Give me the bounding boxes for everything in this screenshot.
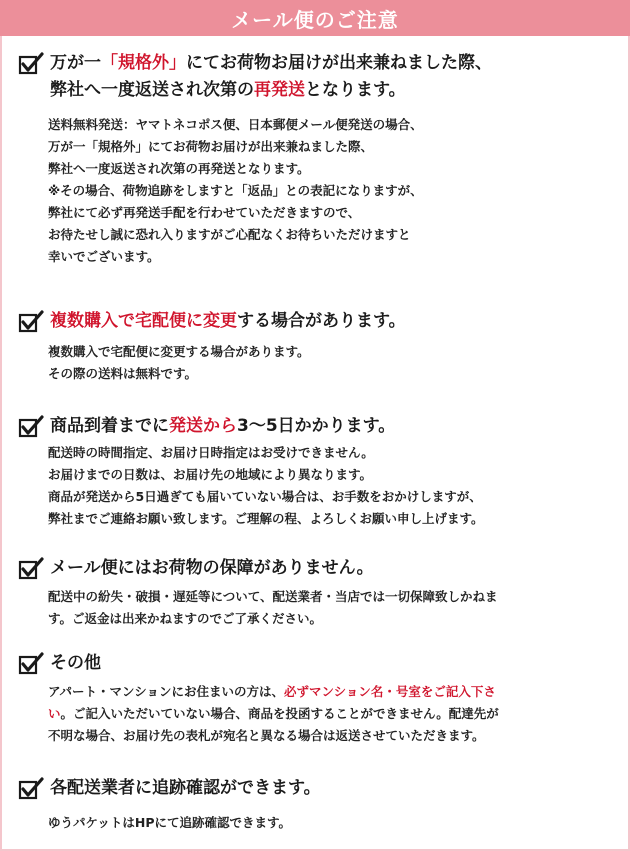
heading-line bbox=[50, 555, 374, 582]
section-other bbox=[18, 650, 612, 747]
highlight-text: 発送から bbox=[169, 416, 237, 436]
section-multiple-purchase bbox=[18, 308, 612, 385]
body-line bbox=[48, 703, 612, 725]
title-banner bbox=[0, 0, 630, 36]
text-run: する場合があります。 bbox=[237, 311, 406, 331]
text-run: 不明な場合、お届け先の表札が宛名と異なる場合は返送させていただきます。 bbox=[48, 728, 485, 743]
highlight-text: 再発送 bbox=[254, 80, 305, 100]
checkbox-checked-icon bbox=[18, 415, 44, 439]
section-delivery-time bbox=[18, 413, 612, 530]
text-run: アパート・マンションにお住まいの方は、 bbox=[48, 684, 284, 699]
section-irregular-size bbox=[18, 50, 612, 268]
section-body bbox=[18, 812, 612, 834]
body-line: 配送時の時間指定、お届け日時指定はお受けできません。 bbox=[48, 445, 374, 460]
heading-line bbox=[50, 308, 406, 335]
text-run: となります。 bbox=[305, 80, 406, 100]
checkbox-checked-icon bbox=[18, 777, 44, 801]
text-run: 。ご記入いただいていない場合、商品を投函することができません。配達先が bbox=[60, 706, 499, 721]
section-heading bbox=[18, 775, 612, 802]
section-heading bbox=[18, 50, 612, 104]
highlight-text: 必ずマンション名・号室をご記入下さ bbox=[283, 684, 496, 699]
body-line bbox=[48, 681, 612, 703]
text-run: メール便にはお荷物の保障がありません。 bbox=[50, 558, 374, 578]
section-body bbox=[18, 681, 612, 747]
body-line bbox=[48, 725, 612, 747]
section-body bbox=[18, 341, 612, 385]
body-line: 商品が発送から5日過ぎても届いていない場合は、お手数をおかけしますが、 bbox=[48, 489, 482, 504]
text-run: 万が一 bbox=[50, 53, 101, 73]
section-body bbox=[18, 442, 612, 530]
body-line: 配送中の紛失・破損・遅延等について、配送業者・当店では一切保障致しかねま bbox=[48, 589, 498, 604]
heading-lines bbox=[50, 650, 101, 677]
text-run: 弊社へ一度返送され次第の bbox=[50, 80, 254, 100]
body-line: その際の送料は無料です。 bbox=[48, 366, 198, 381]
body-line: 複数購入で宅配便に変更する場合があります。 bbox=[48, 344, 310, 359]
heading-line bbox=[50, 650, 101, 677]
heading-lines bbox=[50, 555, 374, 582]
highlight-text: 「規格外」 bbox=[101, 53, 186, 73]
text-run: 各配送業者に追跡確認ができます。 bbox=[50, 778, 321, 798]
text-run: にてお荷物お届けが出来兼ねました際、 bbox=[186, 53, 492, 73]
body-line: お待たせし誠に恐れ入りますがご心配なくお待ちいただけますと bbox=[48, 227, 411, 242]
text-run: 商品到着までに bbox=[50, 416, 169, 436]
text-run: その他 bbox=[50, 653, 101, 673]
body-line: お届けまでの日数は、お届け先の地域により異なります。 bbox=[48, 467, 373, 482]
highlight-text: 複数購入で宅配便に変更 bbox=[50, 311, 237, 331]
section-heading bbox=[18, 555, 612, 582]
section-heading bbox=[18, 413, 612, 440]
section-no-guarantee bbox=[18, 555, 612, 630]
section-tracking bbox=[18, 775, 612, 834]
checkbox-checked-icon bbox=[18, 52, 44, 76]
body-line: 弊社までご連絡お願い致します。ご理解の程、よろしくお願い申し上げます。 bbox=[48, 511, 484, 526]
checkbox-checked-icon bbox=[18, 310, 44, 334]
heading-lines bbox=[50, 413, 395, 440]
text-run: 3〜5日かかります。 bbox=[237, 416, 396, 436]
heading-lines bbox=[50, 775, 321, 802]
checkbox-checked-icon bbox=[18, 652, 44, 676]
heading-lines bbox=[50, 50, 492, 104]
body-line: 弊社にて必ず再発送手配を行わせていただきますので、 bbox=[48, 205, 361, 220]
body-line: す。ご返金は出来かねますのでご了承ください。 bbox=[48, 611, 323, 626]
heading-line bbox=[50, 775, 321, 802]
body-line: 弊社へ一度返送され次第の再発送となります。 bbox=[48, 161, 310, 176]
section-heading bbox=[18, 650, 612, 677]
body-line: ゆうパケットはHPにて追跡確認できます。 bbox=[48, 815, 291, 830]
body-line: 万が一「規格外」にてお荷物お届けが出来兼ねました際、 bbox=[48, 139, 374, 154]
section-body bbox=[18, 586, 612, 630]
section-body bbox=[18, 114, 612, 268]
heading-line bbox=[50, 413, 395, 440]
heading-line bbox=[50, 50, 492, 77]
checkbox-checked-icon bbox=[18, 557, 44, 581]
section-heading bbox=[18, 308, 612, 335]
heading-line bbox=[50, 77, 492, 104]
banner-title: メール便のご注意 bbox=[231, 7, 399, 32]
heading-lines bbox=[50, 308, 406, 335]
body-line: 送料無料発送：ヤマトネコポス便、日本郵便メール便発送の場合、 bbox=[48, 117, 423, 132]
body-line: ※その場合、荷物追跡をしますと「返品」との表記になりますが、 bbox=[48, 183, 423, 198]
highlight-text: い bbox=[48, 706, 61, 721]
body-line: 幸いでございます。 bbox=[48, 249, 160, 264]
